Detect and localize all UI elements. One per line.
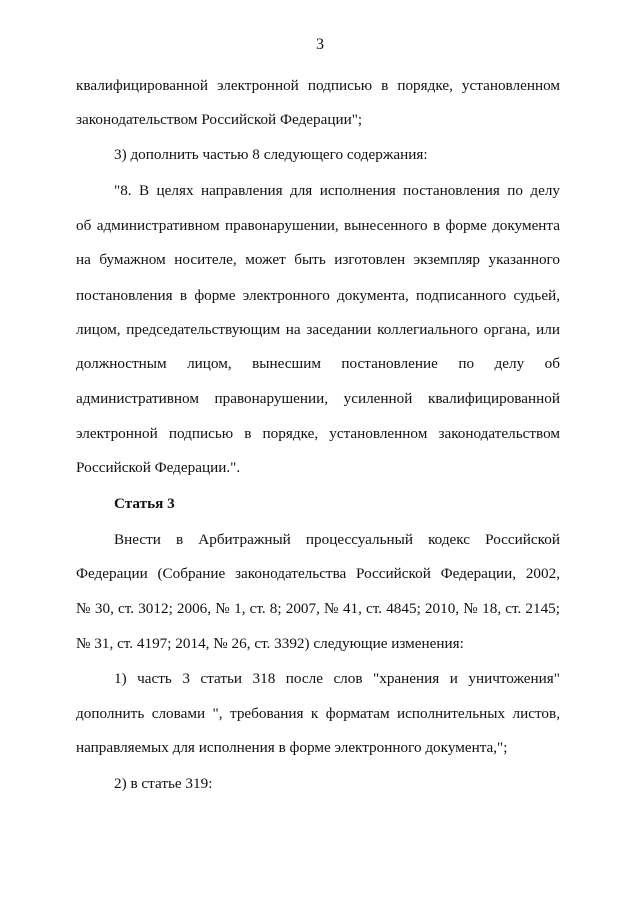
quoted-part-8-line: должностным лицом, вынесшим постановление по делу об (76, 355, 560, 372)
quoted-part-8-line: лицом, председательствующим на заседании коллегиального органа, или (76, 321, 560, 338)
quoted-part-8-line: "8. В целях направления для исполнения постановления по делу (114, 182, 560, 199)
quoted-part-8-line: административном правонарушении, усиленной квалифицированной (76, 390, 560, 407)
list-item-2: 2) в статье 319: (114, 775, 213, 792)
article-text-line: № 30, ст. 3012; 2006, № 1, ст. 8; 2007, № 41, ст. 4845; 2010, № 18, ст. 2145; (76, 600, 560, 617)
quoted-part-8-line: Российской Федерации.". (76, 459, 241, 476)
list-item-1-line: дополнить словами ", требования к форматам исполнительных листов, (76, 705, 560, 722)
article-text-line: № 31, ст. 4197; 2014, № 26, ст. 3392) следующие изменения: (76, 635, 464, 652)
article-text-line: Федерации (Собрание законодательства Российской Федерации, 2002, (76, 565, 560, 582)
quoted-part-8-line: об административном правонарушении, вынесенного в форме документа (76, 217, 560, 234)
list-item-1-line: направляемых для исполнения в форме электронного документа,"; (76, 739, 508, 756)
article-heading: Статья 3 (114, 495, 175, 512)
quoted-part-8-line: на бумажном носителе, может быть изготовлен экземпляр указанного (76, 251, 560, 268)
text-line: квалифицированной электронной подписью в порядке, установленном (76, 77, 560, 94)
article-text-line: Внести в Арбитражный процессуальный кодекс Российской (114, 531, 560, 548)
list-item-3: 3) дополнить частью 8 следующего содержания: (114, 146, 428, 163)
quoted-part-8-line: электронной подписью в порядке, установленном законодательством (76, 425, 560, 442)
quoted-part-8-line: постановления в форме электронного документа, подписанного судьей, (76, 287, 560, 304)
page-number: 3 (316, 36, 324, 53)
list-item-1-line: 1) часть 3 статьи 318 после слов "хранения и уничтожения" (114, 670, 560, 687)
text-line: законодательством Российской Федерации"; (76, 111, 363, 128)
